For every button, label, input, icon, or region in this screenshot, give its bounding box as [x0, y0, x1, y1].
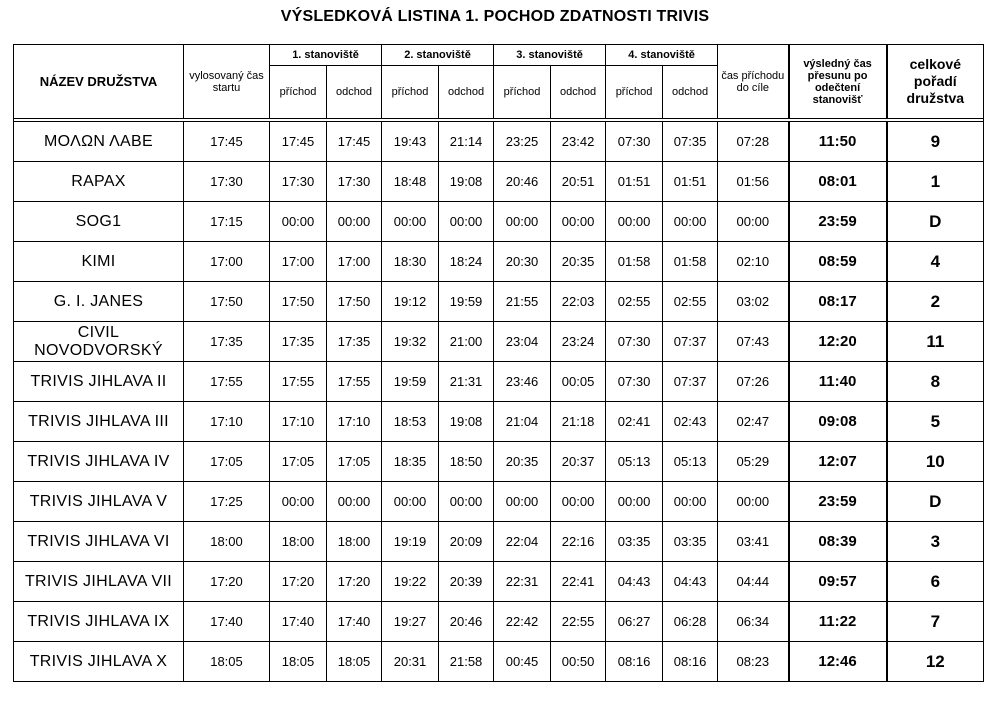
rank-cell: 9	[887, 122, 984, 162]
s2-departure-cell: 20:39	[439, 562, 494, 602]
start-time-cell: 17:10	[184, 402, 270, 442]
result-time-cell: 08:59	[789, 242, 887, 282]
s1-arrival-cell: 17:05	[270, 442, 327, 482]
header-finish-time: čas příchodu do cíle	[718, 45, 789, 119]
s3-departure-cell: 00:00	[551, 202, 606, 242]
s4-arrival-cell: 03:35	[606, 522, 663, 562]
s4-arrival-cell: 02:41	[606, 402, 663, 442]
results-table	[13, 44, 984, 682]
s2-arrival-cell: 19:27	[382, 602, 439, 642]
s2-arrival-cell: 19:12	[382, 282, 439, 322]
s3-arrival-cell: 00:45	[494, 642, 551, 682]
s3-arrival-cell: 20:46	[494, 162, 551, 202]
s4-departure-cell: 05:13	[663, 442, 718, 482]
s3-departure-cell: 22:03	[551, 282, 606, 322]
s3-departure-cell: 22:41	[551, 562, 606, 602]
header-s4-arrival: příchod	[606, 66, 663, 119]
start-time-cell: 17:35	[184, 322, 270, 362]
s1-departure-cell: 17:55	[327, 362, 382, 402]
result-time-cell: 09:08	[789, 402, 887, 442]
s1-arrival-cell: 18:05	[270, 642, 327, 682]
s4-departure-cell: 06:28	[663, 602, 718, 642]
s3-departure-cell: 23:42	[551, 122, 606, 162]
s3-arrival-cell: 23:25	[494, 122, 551, 162]
table-row	[14, 162, 984, 202]
header-s4-departure: odchod	[663, 66, 718, 119]
start-time-cell: 17:40	[184, 602, 270, 642]
start-time-cell: 17:00	[184, 242, 270, 282]
s3-departure-cell: 20:51	[551, 162, 606, 202]
s2-departure-cell: 21:31	[439, 362, 494, 402]
team-name-cell: TRIVIS JIHLAVA II	[14, 362, 184, 402]
s1-departure-cell: 17:35	[327, 322, 382, 362]
s3-arrival-cell: 00:00	[494, 202, 551, 242]
table-row	[14, 602, 984, 642]
s3-departure-cell: 22:16	[551, 522, 606, 562]
s3-departure-cell: 00:05	[551, 362, 606, 402]
header-rank: celkové pořadí družstva	[887, 45, 984, 119]
s4-departure-cell: 02:55	[663, 282, 718, 322]
s4-departure-cell: 07:37	[663, 322, 718, 362]
team-name-cell: ΜΟΛΩΝ ΛΑΒΕ	[14, 122, 184, 162]
s4-arrival-cell: 01:58	[606, 242, 663, 282]
start-time-cell: 17:05	[184, 442, 270, 482]
s2-departure-cell: 20:46	[439, 602, 494, 642]
s2-arrival-cell: 19:32	[382, 322, 439, 362]
s3-departure-cell: 20:37	[551, 442, 606, 482]
s4-arrival-cell: 07:30	[606, 322, 663, 362]
finish-time-cell: 08:23	[718, 642, 789, 682]
finish-time-cell: 00:00	[718, 202, 789, 242]
s4-arrival-cell: 04:43	[606, 562, 663, 602]
table-row	[14, 562, 984, 602]
s2-arrival-cell: 19:22	[382, 562, 439, 602]
start-time-cell: 18:00	[184, 522, 270, 562]
s1-departure-cell: 17:50	[327, 282, 382, 322]
s4-departure-cell: 04:43	[663, 562, 718, 602]
s3-departure-cell: 00:00	[551, 482, 606, 522]
s4-departure-cell: 01:51	[663, 162, 718, 202]
s2-arrival-cell: 00:00	[382, 202, 439, 242]
s4-arrival-cell: 02:55	[606, 282, 663, 322]
finish-time-cell: 01:56	[718, 162, 789, 202]
s1-departure-cell: 17:00	[327, 242, 382, 282]
header-station-2: 2. stanoviště	[382, 45, 494, 66]
header-station-1: 1. stanoviště	[270, 45, 382, 66]
start-time-cell: 18:05	[184, 642, 270, 682]
s1-departure-cell: 17:40	[327, 602, 382, 642]
finish-time-cell: 03:41	[718, 522, 789, 562]
s3-arrival-cell: 20:35	[494, 442, 551, 482]
s3-arrival-cell: 20:30	[494, 242, 551, 282]
rank-cell: 5	[887, 402, 984, 442]
result-time-cell: 11:22	[789, 602, 887, 642]
s2-departure-cell: 20:09	[439, 522, 494, 562]
s1-departure-cell: 17:45	[327, 122, 382, 162]
s3-arrival-cell: 21:04	[494, 402, 551, 442]
table-header	[14, 45, 984, 119]
team-name-cell: TRIVIS JIHLAVA V	[14, 482, 184, 522]
team-name-cell: CIVIL NOVODVORSKÝ	[14, 322, 184, 362]
s4-departure-cell: 08:16	[663, 642, 718, 682]
table-row	[14, 122, 984, 162]
s4-departure-cell: 00:00	[663, 482, 718, 522]
table-row	[14, 362, 984, 402]
finish-time-cell: 04:44	[718, 562, 789, 602]
start-time-cell: 17:20	[184, 562, 270, 602]
result-time-cell: 12:20	[789, 322, 887, 362]
team-name-cell: RAPAX	[14, 162, 184, 202]
s1-arrival-cell: 17:00	[270, 242, 327, 282]
s1-departure-cell: 18:05	[327, 642, 382, 682]
s2-departure-cell: 00:00	[439, 482, 494, 522]
s4-arrival-cell: 00:00	[606, 202, 663, 242]
s2-departure-cell: 21:14	[439, 122, 494, 162]
s1-departure-cell: 00:00	[327, 482, 382, 522]
table-row	[14, 402, 984, 442]
table-row	[14, 522, 984, 562]
s2-departure-cell: 18:24	[439, 242, 494, 282]
s1-arrival-cell: 17:30	[270, 162, 327, 202]
s2-departure-cell: 00:00	[439, 202, 494, 242]
team-name-cell: TRIVIS JIHLAVA IV	[14, 442, 184, 482]
s4-departure-cell: 02:43	[663, 402, 718, 442]
s2-departure-cell: 18:50	[439, 442, 494, 482]
s1-arrival-cell: 18:00	[270, 522, 327, 562]
s1-departure-cell: 17:30	[327, 162, 382, 202]
team-name-cell: TRIVIS JIHLAVA VII	[14, 562, 184, 602]
rank-cell: D	[887, 202, 984, 242]
result-time-cell: 12:46	[789, 642, 887, 682]
s1-arrival-cell: 17:35	[270, 322, 327, 362]
s1-arrival-cell: 17:20	[270, 562, 327, 602]
finish-time-cell: 07:26	[718, 362, 789, 402]
team-name-cell: TRIVIS JIHLAVA III	[14, 402, 184, 442]
s2-arrival-cell: 19:43	[382, 122, 439, 162]
s3-arrival-cell: 00:00	[494, 482, 551, 522]
s1-arrival-cell: 17:50	[270, 282, 327, 322]
start-time-cell: 17:15	[184, 202, 270, 242]
table-row	[14, 282, 984, 322]
header-s3-departure: odchod	[551, 66, 606, 119]
s4-arrival-cell: 01:51	[606, 162, 663, 202]
s2-departure-cell: 19:59	[439, 282, 494, 322]
s1-arrival-cell: 00:00	[270, 202, 327, 242]
s4-arrival-cell: 00:00	[606, 482, 663, 522]
result-time-cell: 11:50	[789, 122, 887, 162]
rank-cell: 1	[887, 162, 984, 202]
s1-arrival-cell: 17:45	[270, 122, 327, 162]
team-name-cell: G. I. JANES	[14, 282, 184, 322]
s1-departure-cell: 17:05	[327, 442, 382, 482]
rank-cell: D	[887, 482, 984, 522]
result-time-cell: 08:39	[789, 522, 887, 562]
s3-arrival-cell: 22:31	[494, 562, 551, 602]
header-result-time: výsledný čas přesunu po odečtení stanovišť	[789, 45, 887, 119]
s2-departure-cell: 21:58	[439, 642, 494, 682]
s3-arrival-cell: 23:46	[494, 362, 551, 402]
rank-cell: 2	[887, 282, 984, 322]
s2-departure-cell: 19:08	[439, 402, 494, 442]
s2-arrival-cell: 20:31	[382, 642, 439, 682]
s4-departure-cell: 01:58	[663, 242, 718, 282]
rank-cell: 4	[887, 242, 984, 282]
s1-arrival-cell: 17:10	[270, 402, 327, 442]
s1-departure-cell: 17:10	[327, 402, 382, 442]
finish-time-cell: 05:29	[718, 442, 789, 482]
s3-arrival-cell: 22:04	[494, 522, 551, 562]
finish-time-cell: 07:28	[718, 122, 789, 162]
table-row	[14, 242, 984, 282]
s3-departure-cell: 00:50	[551, 642, 606, 682]
header-s1-arrival: příchod	[270, 66, 327, 119]
s3-arrival-cell: 23:04	[494, 322, 551, 362]
start-time-cell: 17:50	[184, 282, 270, 322]
header-station-4: 4. stanoviště	[606, 45, 718, 66]
header-team-name: NÁZEV DRUŽSTVA	[14, 45, 184, 119]
table-row	[14, 442, 984, 482]
finish-time-cell: 07:43	[718, 322, 789, 362]
result-time-cell: 09:57	[789, 562, 887, 602]
s3-departure-cell: 21:18	[551, 402, 606, 442]
finish-time-cell: 02:10	[718, 242, 789, 282]
result-time-cell: 11:40	[789, 362, 887, 402]
s3-arrival-cell: 22:42	[494, 602, 551, 642]
start-time-cell: 17:30	[184, 162, 270, 202]
start-time-cell: 17:25	[184, 482, 270, 522]
table-row	[14, 322, 984, 362]
s1-departure-cell: 00:00	[327, 202, 382, 242]
rank-cell: 8	[887, 362, 984, 402]
header-s1-departure: odchod	[327, 66, 382, 119]
header-s2-arrival: příchod	[382, 66, 439, 119]
table-row	[14, 642, 984, 682]
s2-arrival-cell: 18:35	[382, 442, 439, 482]
s2-departure-cell: 19:08	[439, 162, 494, 202]
page-title: VÝSLEDKOVÁ LISTINA 1. POCHOD ZDATNOSTI TRIVIS	[280, 8, 710, 25]
table-body	[14, 119, 984, 682]
team-name-cell: KIMI	[14, 242, 184, 282]
header-s2-departure: odchod	[439, 66, 494, 119]
finish-time-cell: 02:47	[718, 402, 789, 442]
table-row	[14, 482, 984, 522]
s2-arrival-cell: 19:19	[382, 522, 439, 562]
s1-departure-cell: 18:00	[327, 522, 382, 562]
start-time-cell: 17:55	[184, 362, 270, 402]
header-s3-arrival: příchod	[494, 66, 551, 119]
s4-departure-cell: 03:35	[663, 522, 718, 562]
table-row	[14, 202, 984, 242]
s3-departure-cell: 20:35	[551, 242, 606, 282]
rank-cell: 10	[887, 442, 984, 482]
s1-arrival-cell: 17:40	[270, 602, 327, 642]
rank-cell: 12	[887, 642, 984, 682]
team-name-cell: TRIVIS JIHLAVA VI	[14, 522, 184, 562]
s2-departure-cell: 21:00	[439, 322, 494, 362]
s1-departure-cell: 17:20	[327, 562, 382, 602]
result-time-cell: 23:59	[789, 202, 887, 242]
s4-departure-cell: 07:37	[663, 362, 718, 402]
team-name-cell: SOG1	[14, 202, 184, 242]
rank-cell: 6	[887, 562, 984, 602]
result-time-cell: 23:59	[789, 482, 887, 522]
team-name-cell: TRIVIS JIHLAVA IX	[14, 602, 184, 642]
s4-arrival-cell: 05:13	[606, 442, 663, 482]
result-time-cell: 08:01	[789, 162, 887, 202]
header-station-3: 3. stanoviště	[494, 45, 606, 66]
s4-arrival-cell: 07:30	[606, 122, 663, 162]
rank-cell: 7	[887, 602, 984, 642]
rank-cell: 3	[887, 522, 984, 562]
s2-arrival-cell: 19:59	[382, 362, 439, 402]
result-time-cell: 12:07	[789, 442, 887, 482]
result-time-cell: 08:17	[789, 282, 887, 322]
s4-arrival-cell: 08:16	[606, 642, 663, 682]
start-time-cell: 17:45	[184, 122, 270, 162]
team-name-cell: TRIVIS JIHLAVA X	[14, 642, 184, 682]
s3-departure-cell: 23:24	[551, 322, 606, 362]
finish-time-cell: 06:34	[718, 602, 789, 642]
header-start-time: vylosovaný čas startu	[184, 45, 270, 119]
finish-time-cell: 00:00	[718, 482, 789, 522]
s3-arrival-cell: 21:55	[494, 282, 551, 322]
s4-arrival-cell: 06:27	[606, 602, 663, 642]
s4-arrival-cell: 07:30	[606, 362, 663, 402]
s2-arrival-cell: 18:30	[382, 242, 439, 282]
s1-arrival-cell: 00:00	[270, 482, 327, 522]
rank-cell: 11	[887, 322, 984, 362]
s2-arrival-cell: 18:53	[382, 402, 439, 442]
s2-arrival-cell: 18:48	[382, 162, 439, 202]
finish-time-cell: 03:02	[718, 282, 789, 322]
s1-arrival-cell: 17:55	[270, 362, 327, 402]
s4-departure-cell: 00:00	[663, 202, 718, 242]
s2-arrival-cell: 00:00	[382, 482, 439, 522]
s3-departure-cell: 22:55	[551, 602, 606, 642]
s4-departure-cell: 07:35	[663, 122, 718, 162]
